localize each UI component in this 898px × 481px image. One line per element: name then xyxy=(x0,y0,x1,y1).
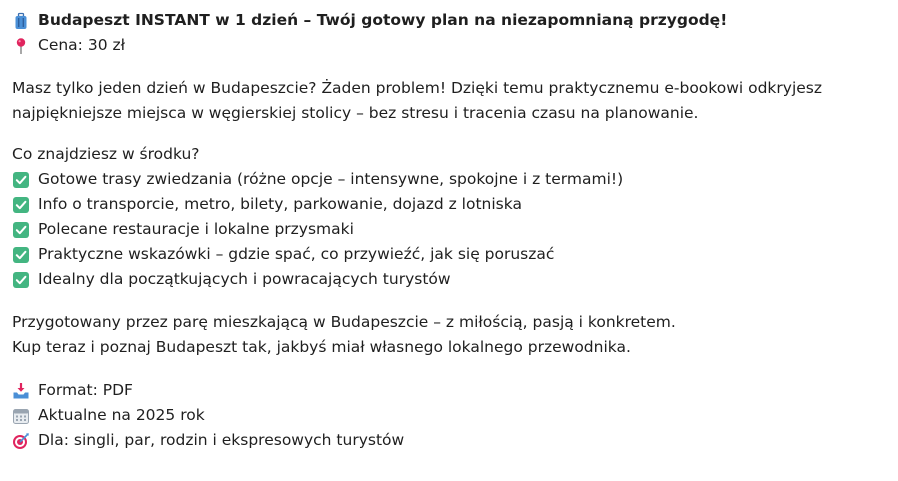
outro-line: Przygotowany przez parę mieszkającą w Budapeszcie – z miłością, pasją i konkretem. xyxy=(12,313,676,331)
detail-updated xyxy=(12,403,892,428)
outro-paragraph xyxy=(12,310,892,360)
price-line xyxy=(12,33,892,58)
title-line xyxy=(12,8,892,33)
pin-icon xyxy=(12,37,30,55)
intro-paragraph xyxy=(12,76,892,126)
list-item-text: Idealny dla początkujących i powracających turystów xyxy=(38,270,451,288)
price-text: Cena: 30 zł xyxy=(38,36,126,54)
list-item xyxy=(12,167,892,192)
detail-format xyxy=(12,378,892,403)
details-list xyxy=(12,378,892,453)
detail-audience xyxy=(12,428,892,453)
detail-text: Aktualne na 2025 rok xyxy=(38,406,205,424)
inbox-tray-icon xyxy=(12,382,30,400)
check-mark-icon xyxy=(12,221,30,239)
contents-list xyxy=(12,167,892,292)
intro-line: Masz tylko jeden dzień w Budapeszcie? Żaden problem! Dzięki temu praktycznemu e-bookowi odkryjesz xyxy=(12,79,822,97)
check-mark-icon xyxy=(12,196,30,214)
list-item-text: Info o transporcie, metro, bilety, parkowanie, dojazd z lotniska xyxy=(38,195,522,213)
check-mark-icon xyxy=(12,171,30,189)
check-mark-icon xyxy=(12,246,30,264)
list-item-text: Gotowe trasy zwiedzania (różne opcje – intensywne, spokojne i z termami!) xyxy=(38,170,624,188)
list-item xyxy=(12,192,892,217)
list-item xyxy=(12,217,892,242)
page-title: Budapeszt INSTANT w 1 dzień – Twój gotowy plan na niezapomnianą przygodę! xyxy=(38,11,728,29)
list-item-text: Polecane restauracje i lokalne przysmaki xyxy=(38,220,354,238)
list-item-text: Praktyczne wskazówki – gdzie spać, co przywieźć, jak się poruszać xyxy=(38,245,555,263)
detail-text: Format: PDF xyxy=(38,381,133,399)
product-description xyxy=(12,8,892,453)
list-item xyxy=(12,242,892,267)
check-mark-icon xyxy=(12,271,30,289)
detail-text: Dla: singli, par, rodzin i ekspresowych turystów xyxy=(38,431,405,449)
list-item xyxy=(12,267,892,292)
calendar-icon xyxy=(12,407,30,425)
intro-line: najpiękniejsze miejsca w węgierskiej stolicy – bez stresu i tracenia czasu na planowanie. xyxy=(12,104,699,122)
contents-heading: Co znajdziesz w środku? xyxy=(12,145,200,163)
outro-line: Kup teraz i poznaj Budapeszt tak, jakbyś miał własnego lokalnego przewodnika. xyxy=(12,338,631,356)
luggage-icon xyxy=(12,12,30,30)
target-icon xyxy=(12,432,30,450)
